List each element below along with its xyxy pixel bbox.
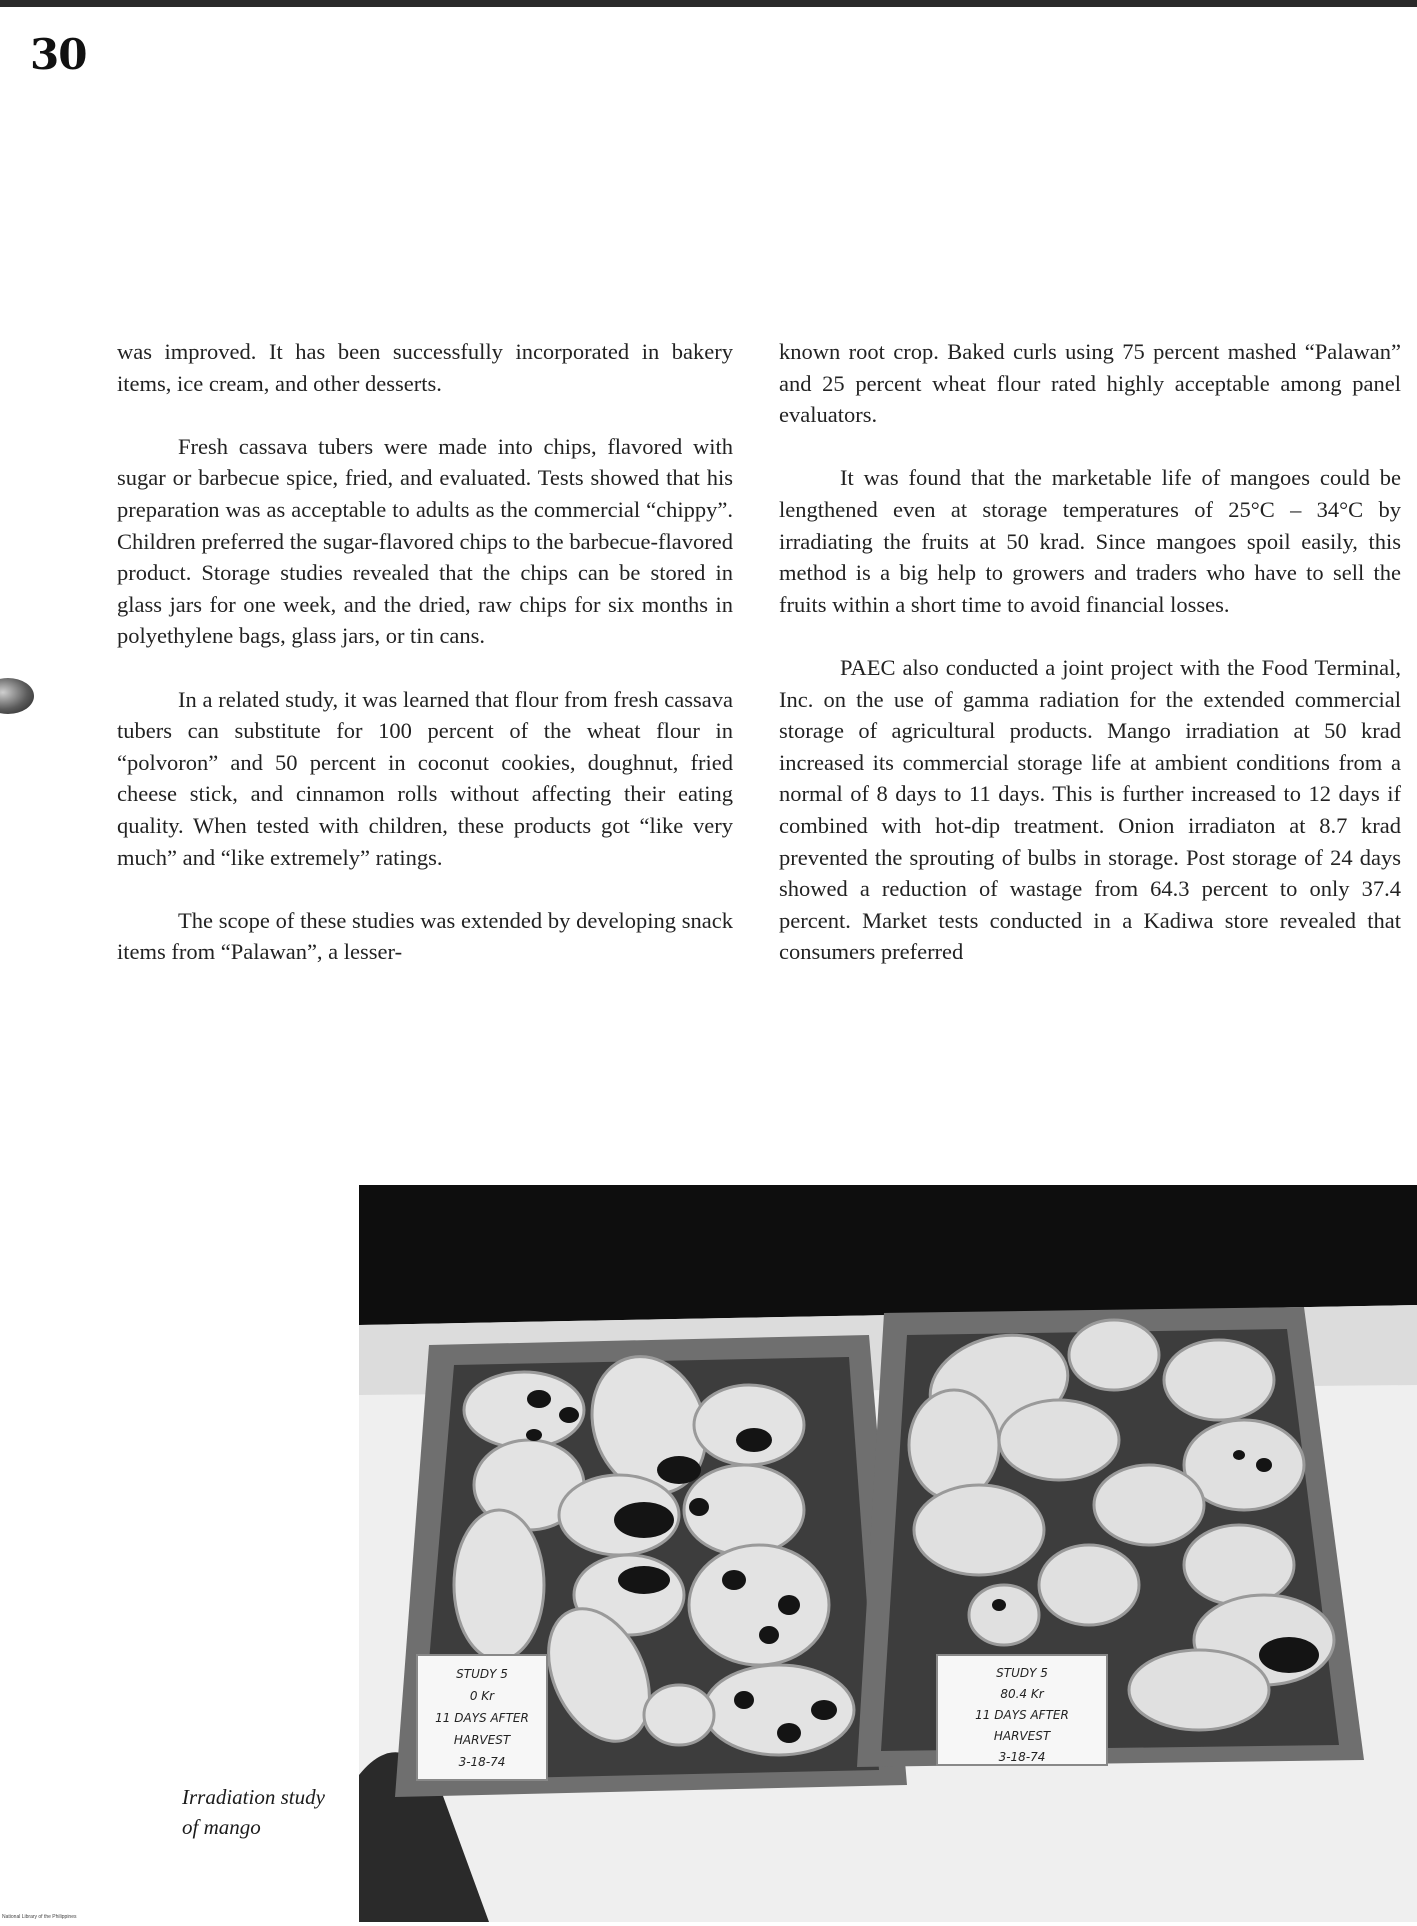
right-basket xyxy=(857,1307,1364,1767)
right-label-line-1: STUDY 5 xyxy=(996,1666,1048,1680)
right-label-line-4: HARVEST xyxy=(993,1729,1051,1743)
left-label-line-4: HARVEST xyxy=(453,1733,511,1747)
paragraph-right-2: It was found that the marketable life of mangoes could be lengthened even at storage temperatures of 25°C – 34°C by irradiating the fruits at 50 krad. Since mangoes spoil easily, this method is a big help to growers and traders who have to sell the fruits within a short time to avoid financial losses. xyxy=(779,465,1401,617)
caption-line-2: of mango xyxy=(182,1815,261,1839)
library-watermark: National Library of the Philippines xyxy=(2,1914,77,1920)
paragraph-left-1: was improved. It has been successfully incorporated in bakery items, ice cream, and other desserts. xyxy=(117,339,733,396)
right-label-line-3: 11 DAYS AFTER xyxy=(975,1708,1069,1722)
right-label-line-2: 80.4 Kr xyxy=(1000,1687,1044,1701)
photo-caption xyxy=(182,1782,362,1842)
caption-line-1: Irradiation study xyxy=(182,1785,325,1809)
left-label-line-3: 11 DAYS AFTER xyxy=(435,1711,529,1725)
right-text-column xyxy=(779,336,1401,968)
right-label-line-5: 3-18-74 xyxy=(998,1750,1046,1764)
paragraph-left-4: The scope of these studies was extended by developing snack items from “Palawan”, a lesser- xyxy=(117,907,733,965)
left-label-line-1: STUDY 5 xyxy=(456,1667,508,1681)
page-number: 30 xyxy=(30,30,87,79)
mango-irradiation-photo xyxy=(359,1185,1417,1922)
left-label-line-2: 0 Kr xyxy=(469,1689,495,1703)
paragraph-left-2: Fresh cassava tubers were made into chips, flavored with sugar or barbecue spice, fried, and evaluated. Tests showed that his preparation was as acceptable to adults as the commercial “chippy”. Children preferred the sugar-flavored chips to the barbecue-flavored product. Storage studies revealed that the chips can be stored in glass jars for one week, and the dried, raw chips for six months in polyethylene bags, glass jars, or tin cans. xyxy=(117,433,733,649)
paragraph-left-3: In a related study, it was learned that flour from fresh cassava tubers can substitute for 100 percent of the wheat flour in “polvoron” and 50 percent in coconut cookies, doughnut, fried cheese stick, and cinnamon rolls without affecting their eating quality. When tested with children, these products got “like very much” and “like extremely” ratings. xyxy=(117,686,733,870)
left-basket xyxy=(395,1335,907,1797)
paragraph-right-1: known root crop. Baked curls using 75 percent mashed “Palawan” and 25 percent wheat flour rated highly acceptable among panel evaluators. xyxy=(779,339,1401,428)
left-text-column xyxy=(117,336,733,968)
binder-hole-mark xyxy=(0,678,34,714)
paragraph-right-3: PAEC also conducted a joint project with the Food Terminal, Inc. on the use of gamma radiation for the extended commercial storage of agricultural products. Mango irradiation at 50 krad increased its commercial storage life at ambient conditions from a normal of 8 days to 11 days. This is further increased to 12 days if combined with hot-dip treatment. Onion irradiaton at 8.7 krad prevented the sprouting of bulbs in storage. Post storage of 24 days showed a reduction of wastage from 64.3 percent to only 37.4 percent. Market tests conducted in a Kadiwa store revealed that consumers preferred xyxy=(779,654,1401,965)
top-rule xyxy=(0,0,1417,7)
left-label-line-5: 3-18-74 xyxy=(458,1755,506,1769)
